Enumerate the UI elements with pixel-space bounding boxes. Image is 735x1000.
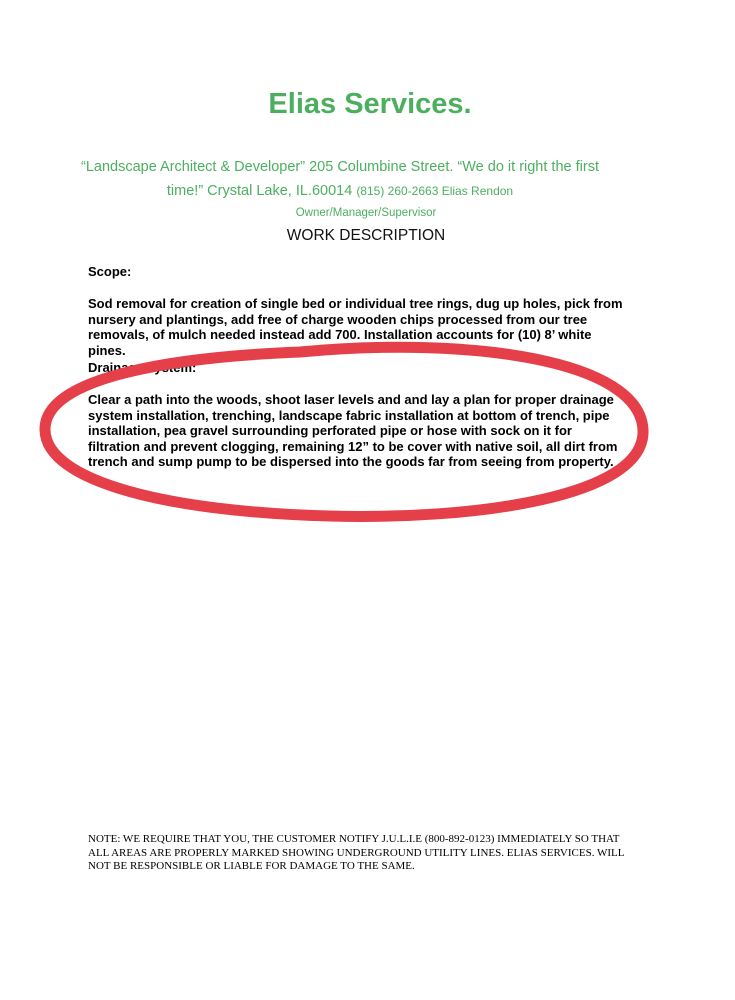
header-address-line-2 [0,183,680,199]
owner-title: Owner/Manager/Supervisor [295,207,437,219]
drainage-heading: Drainage system: [88,360,197,375]
header-phone-contact: (815) 260-2663 Elias Rendon [356,184,514,198]
header-city: time!” Crystal Lake, IL.60014 [166,183,353,199]
header-address-line-1: “Landscape Architect & Developer” 205 Columbine Street. “We do it right the first [81,159,599,175]
scope-text: Sod removal for creation of single bed or individual tree rings, dug up holes, pick from nursery and plantings, add free of charge wooden chips processed from our tree removals, of mulch needed instead add 700. Installation accounts for (10) 8’ white pines. [88,296,623,358]
company-name: Elias Services. [268,88,472,120]
drainage-text: Clear a path into the woods, shoot laser levels and and lay a plan for proper drainage system installation, trenching, landscape fabric installation at bottom of trench, pipe installation, pea gravel surrounding perforated pipe or hose with sock on it for filtration and prevent clogging, remaining 12” to be cover with native soil, all dirt from trench and sump pump to be dispersed into the goods far from seeing from property. [88,392,618,469]
utility-note: NOTE: WE REQUIRE THAT YOU, THE CUSTOMER NOTIFY J.U.L.I.E (800-892-0123) IMMEDIATELY SO THAT ALL AREAS ARE PROPERLY MARKED SHOWING UNDERGROUND UTILITY LINES. ELIAS SERVICES. WILL NOT BE RESPONSIBLE OR LIABLE FOR DAMAGE TO THE SAME. [88,833,625,872]
document-title: WORK DESCRIPTION [286,227,446,244]
scope-heading: Scope: [88,264,132,279]
